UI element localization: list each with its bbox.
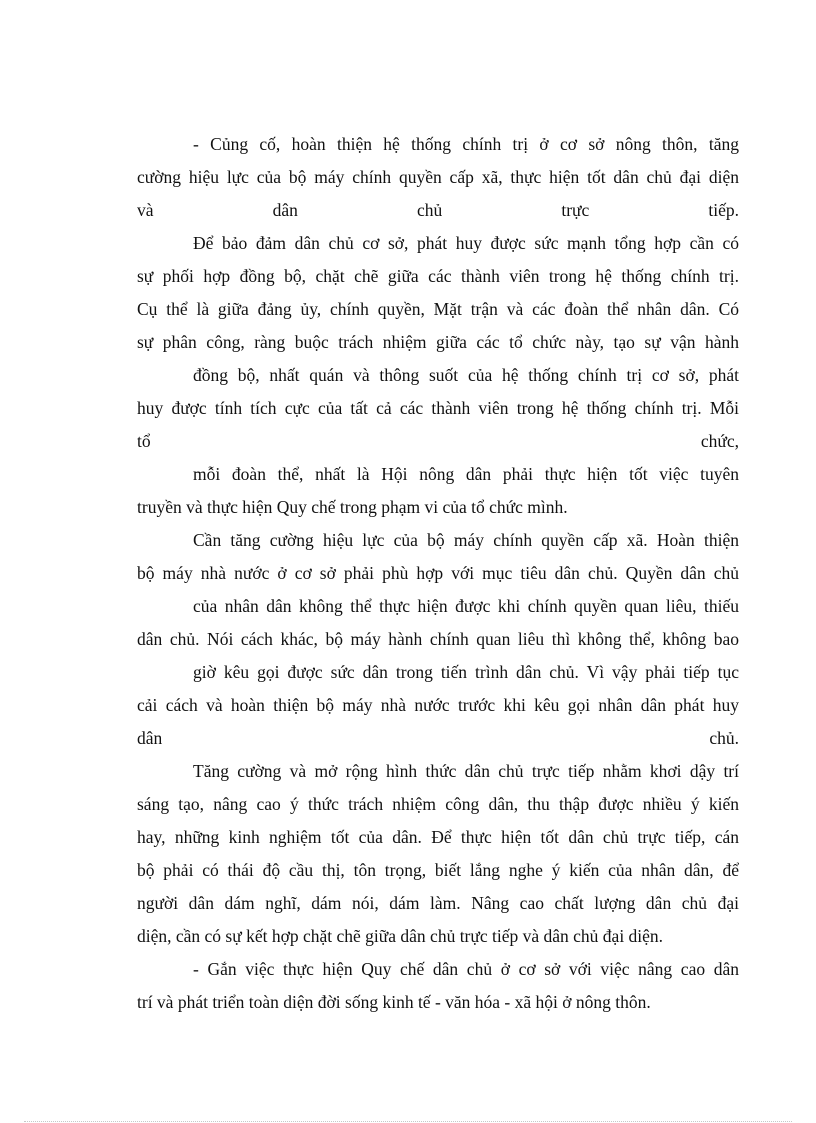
paragraph-line: bộ máy nhà nước ở cơ sở phải phù hợp với mục tiêu dân chủ. Quyền dân chủ bbox=[137, 563, 739, 583]
paragraph-line: diện, cần có sự kết hợp chặt chẽ giữa dân chủ trực tiếp và dân chủ đại diện. bbox=[137, 926, 664, 946]
paragraph-line: và dân chủ trực tiếp. bbox=[137, 200, 739, 220]
paragraph-line: bộ phải có thái độ cầu thị, tôn trọng, biết lắng nghe ý kiến của nhân dân, để bbox=[137, 860, 739, 880]
paragraph-line: hay, những kinh nghiệm tốt của dân. Để thực hiện tốt dân chủ trực tiếp, cán bbox=[137, 827, 739, 847]
paragraph-line: mỗi đoàn thể, nhất là Hội nông dân phải thực hiện tốt việc tuyên bbox=[193, 464, 739, 484]
paragraph-line: sáng tạo, nâng cao ý thức trách nhiệm công dân, thu thập được nhiều ý kiến bbox=[137, 794, 739, 814]
paragraph-line: đồng bộ, nhất quán và thông suốt của hệ thống chính trị cơ sở, phát bbox=[193, 365, 739, 385]
paragraph-line: Tăng cường và mở rộng hình thức dân chủ trực tiếp nhằm khơi dậy trí bbox=[193, 761, 739, 781]
paragraph-line: Cần tăng cường hiệu lực của bộ máy chính quyền cấp xã. Hoàn thiện bbox=[193, 530, 739, 550]
paragraph-line: cường hiệu lực của bộ máy chính quyền cấp xã, thực hiện tốt dân chủ đại diện bbox=[137, 167, 739, 187]
paragraph-line: dân chủ. bbox=[137, 728, 739, 748]
paragraph-line: Cụ thể là giữa đảng ủy, chính quyền, Mặt trận và các đoàn thể nhân dân. Có bbox=[137, 299, 739, 319]
paragraph-line: - Gắn việc thực hiện Quy chế dân chủ ở cơ sở với việc nâng cao dân bbox=[193, 959, 739, 979]
paragraph-line: tổ chức, bbox=[137, 431, 739, 451]
paragraph-line: trí và phát triển toàn diện đời sống kinh tế - văn hóa - xã hội ở nông thôn. bbox=[137, 992, 651, 1012]
paragraph-line: sự phối hợp đồng bộ, chặt chẽ giữa các thành viên trong hệ thống chính trị. bbox=[137, 266, 739, 286]
paragraph-line: cải cách và hoàn thiện bộ máy nhà nước trước khi kêu gọi nhân dân phát huy bbox=[137, 695, 739, 715]
paragraph-line: của nhân dân không thể thực hiện được khi chính quyền quan liêu, thiếu bbox=[193, 596, 739, 616]
paragraph-line: huy được tính tích cực của tất cả các thành viên trong hệ thống chính trị. Mỗi bbox=[137, 398, 739, 418]
paragraph-line: - Củng cố, hoàn thiện hệ thống chính trị ở cơ sở nông thôn, tăng bbox=[193, 134, 739, 154]
paragraph-line: truyền và thực hiện Quy chế trong phạm vi của tổ chức mình. bbox=[137, 497, 568, 517]
paragraph-line: dân chủ. Nói cách khác, bộ máy hành chính quan liêu thì không thể, không bao bbox=[137, 629, 739, 649]
paragraph-line: người dân dám nghĩ, dám nói, dám làm. Nâng cao chất lượng dân chủ đại bbox=[137, 893, 739, 913]
page-bottom-divider bbox=[24, 1121, 792, 1122]
paragraph-line: giờ kêu gọi được sức dân trong tiến trình dân chủ. Vì vậy phải tiếp tục bbox=[193, 662, 739, 682]
paragraph-line: sự phân công, ràng buộc trách nhiệm giữa các tổ chức này, tạo sự vận hành bbox=[137, 332, 739, 352]
paragraph-line: Để bảo đảm dân chủ cơ sở, phát huy được sức mạnh tổng hợp cần có bbox=[193, 233, 739, 253]
